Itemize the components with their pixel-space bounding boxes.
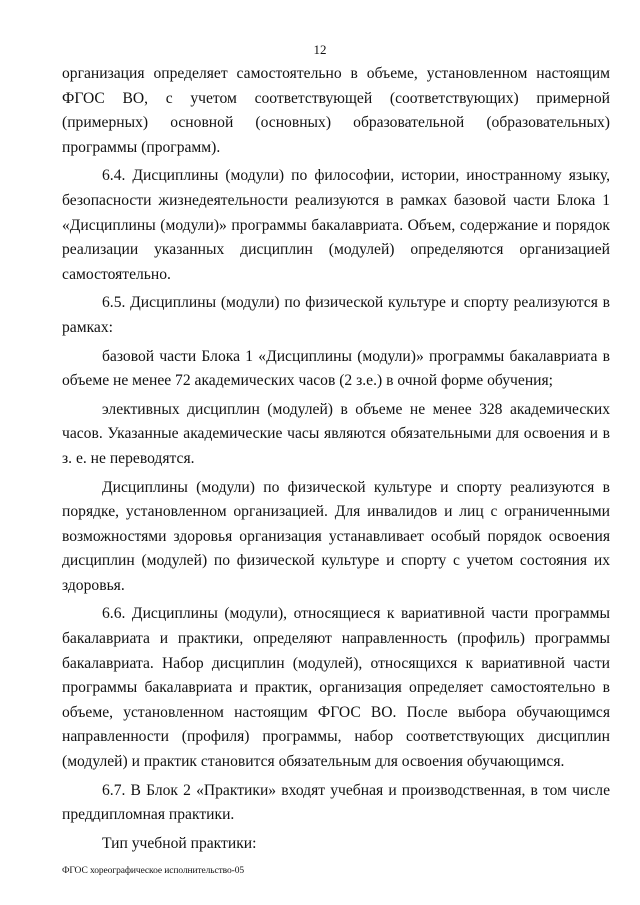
- paragraph-pe-order: Дисциплины (модули) по физической культуре и спорту реализуются в порядке, установленном организацией. Для инвалидов и лиц с ограниченными возможностями здоровья организация устанавливает особый порядок освоения дисциплин (модулей) по физической культуре и спорту с учетом состояния их здоровья.: [62, 478, 610, 594]
- page-number: 12: [313, 42, 327, 57]
- page-footer: ФГОС хореографическое исполнительство-05: [62, 866, 245, 876]
- paragraph-practice-type: Тип учебной практики:: [102, 834, 257, 852]
- paragraph-6-7: 6.7. В Блок 2 «Практики» входят учебная и производственная, в том числе преддипломная практики.: [62, 781, 610, 824]
- paragraph-base-part: базовой части Блока 1 «Дисциплины (модули)» программы бакалавриата в объеме не менее 72 академических часов (2 з.е.) в очной форме обучения;: [62, 347, 610, 390]
- paragraph-6-4: 6.4. Дисциплины (модули) по философии, истории, иностранному языку, безопасности жизнедеятельности реализуются в рамках базовой части Блока 1 «Дисциплины (модули)» программы бакалавриата. Объем, содержание и порядок реализации указанных дисциплин (модулей) определяются организацией самостоятельно.: [62, 167, 610, 283]
- paragraph-6-5: 6.5. Дисциплины (модули) по физической культуре и спорту реализуются в рамках:: [62, 294, 610, 336]
- document-body: [62, 62, 610, 860]
- paragraph-continuation: организация определяет самостоятельно в объеме, установленном настоящим ФГОС ВО, с учетом соответствующей (соответствующих) примерной (примерных) основной (основных) образовательной (образовательных) программы (программ).: [62, 65, 610, 156]
- paragraph-elective: элективных дисциплин (модулей) в объеме не менее 328 академических часов. Указанные академические часы являются обязательными для освоения и в з. е. не переводятся.: [62, 400, 610, 467]
- paragraph-6-6: 6.6. Дисциплины (модули), относящиеся к вариативной части программы бакалавриата и практики, определяют направленность (профиль) программы бакалавриата. Набор дисциплин (модулей), относящихся к вариативной части программы бакалавриата и практик, организация определяет самостоятельно в объеме, установленном настоящим ФГОС ВО. После выбора обучающимся направленности (профиля) программы, набор соответствующих дисциплин (модулей) и практик становится обязательным для освоения обучающимся.: [62, 605, 610, 771]
